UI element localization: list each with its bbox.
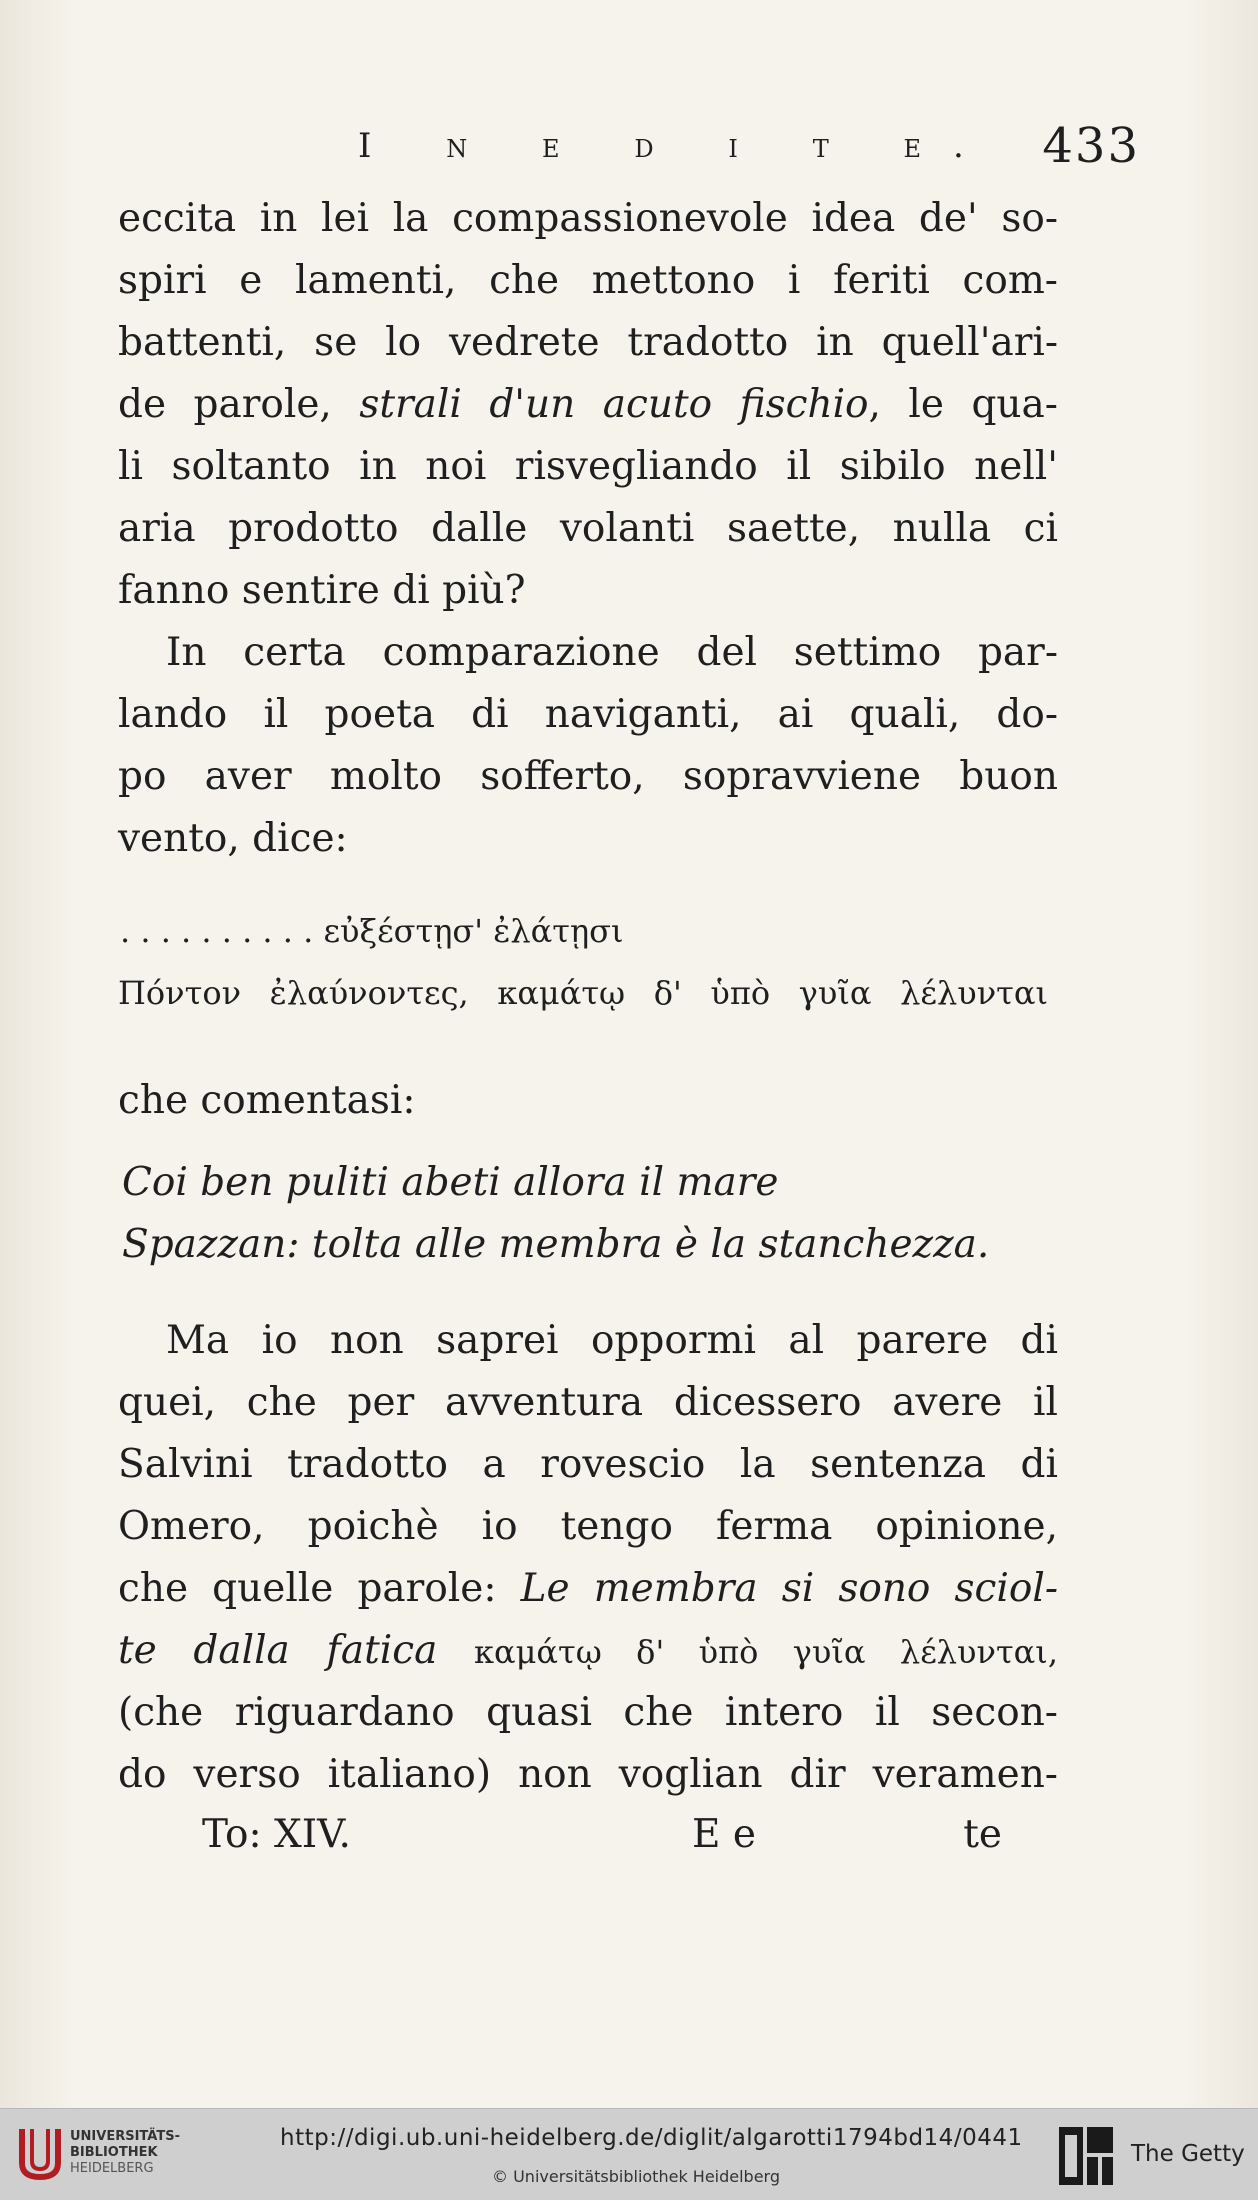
library-name [70, 2129, 180, 2177]
italian-verse [122, 1152, 1062, 1276]
custos-mark: E e [692, 1812, 756, 1857]
paragraph-2 [118, 622, 1058, 870]
text-line: In certa comparazione del settimo par- [166, 630, 1058, 675]
text-line [118, 1558, 1058, 1620]
signature-mark: To: XIV. [202, 1812, 351, 1857]
text-line: po aver molto sofferto, sopravviene buon [118, 754, 1058, 799]
text-line: eccita in lei la compassionevole idea de' so- [118, 196, 1058, 241]
text-line: Salvini tradotto a rovescio la sentenza di [118, 1442, 1058, 1487]
library-name-line: UNIVERSITÄTS- [70, 2129, 180, 2144]
library-name-line: HEIDELBERG [70, 2161, 154, 2176]
verse-line: Coi ben puliti abeti allora il mare [122, 1160, 779, 1205]
text-line: do verso italiano) non voglian dir veramen- [118, 1752, 1058, 1797]
library-name-line: BIBLIOTHEK [70, 2145, 158, 2160]
text-line: fanno sentire di più? [118, 568, 526, 613]
page-number: 433 [1042, 118, 1140, 174]
comment-line [118, 1070, 1058, 1132]
paragraph-3 [118, 1310, 1058, 1806]
greek-quotation [118, 900, 1048, 1024]
text-fragment: , le qua- [868, 382, 1058, 427]
italic-phrase: te dalla fatica [118, 1628, 438, 1673]
catchword: te [963, 1812, 1002, 1857]
partner-name: The Getty [1131, 2141, 1245, 2167]
text-line [118, 1620, 1058, 1682]
running-head-title: I n e d i t e. [358, 126, 996, 166]
text-line: Omero, poichè io tengo ferma opinione, [118, 1504, 1058, 1549]
text-line: li soltanto in noi risvegliando il sibilo nell' [118, 444, 1058, 489]
greek-phrase: καμάτῳ δ' ὑπὸ γυῖα λέλυνται, [473, 1633, 1058, 1671]
text-line: aria prodotto dalle volanti saette, nulla ci [118, 506, 1058, 551]
viewer-footer-bar [0, 2108, 1258, 2200]
running-head [118, 118, 1140, 178]
italic-phrase: strali d'un acuto fischio [359, 382, 869, 427]
copyright-notice: © Universitätsbibliothek Heidelberg [492, 2167, 781, 2186]
verse-line: Spazzan: tolta alle membra è la stanchezza. [122, 1222, 990, 1267]
text-line: vento, dice: [118, 816, 348, 861]
heidelberg-library-logo-icon[interactable] [14, 2123, 66, 2185]
permalink-url[interactable]: http://digi.ub.uni-heidelberg.de/diglit/algarotti1794bd14/0441 [280, 2125, 1023, 2151]
text-line: quei, che per avventura dicessero avere il [118, 1380, 1058, 1425]
text-fragment: de parole, [118, 382, 360, 427]
text-line: (che riguardano quasi che intero il secon- [118, 1690, 1058, 1735]
greek-line: Πόντον ἐλαύνοντες, καμάτῳ δ' ὑπὸ γυῖα λέλυνται [118, 974, 1048, 1012]
text-fragment: che quelle parole: [118, 1566, 521, 1611]
greek-line: . . . . . . . . . . εὐξέστῃσ' ἐλάτῃσι [120, 912, 624, 950]
text-line: spiri e lamenti, che mettono i feriti com- [118, 258, 1058, 303]
italic-phrase: Le membra si sono sciol- [520, 1566, 1058, 1611]
getty-logo-icon[interactable] [1057, 2125, 1115, 2187]
paragraph-1 [118, 188, 1058, 622]
text-line: lando il poeta di naviganti, ai quali, do- [118, 692, 1058, 737]
text-line [118, 374, 1058, 436]
page-footer [118, 1812, 1058, 1872]
text-line: battenti, se lo vedrete tradotto in quell'ari- [118, 320, 1058, 365]
text-line: Ma io non saprei oppormi al parere di [166, 1318, 1058, 1363]
text-line: che comentasi: [118, 1078, 416, 1123]
